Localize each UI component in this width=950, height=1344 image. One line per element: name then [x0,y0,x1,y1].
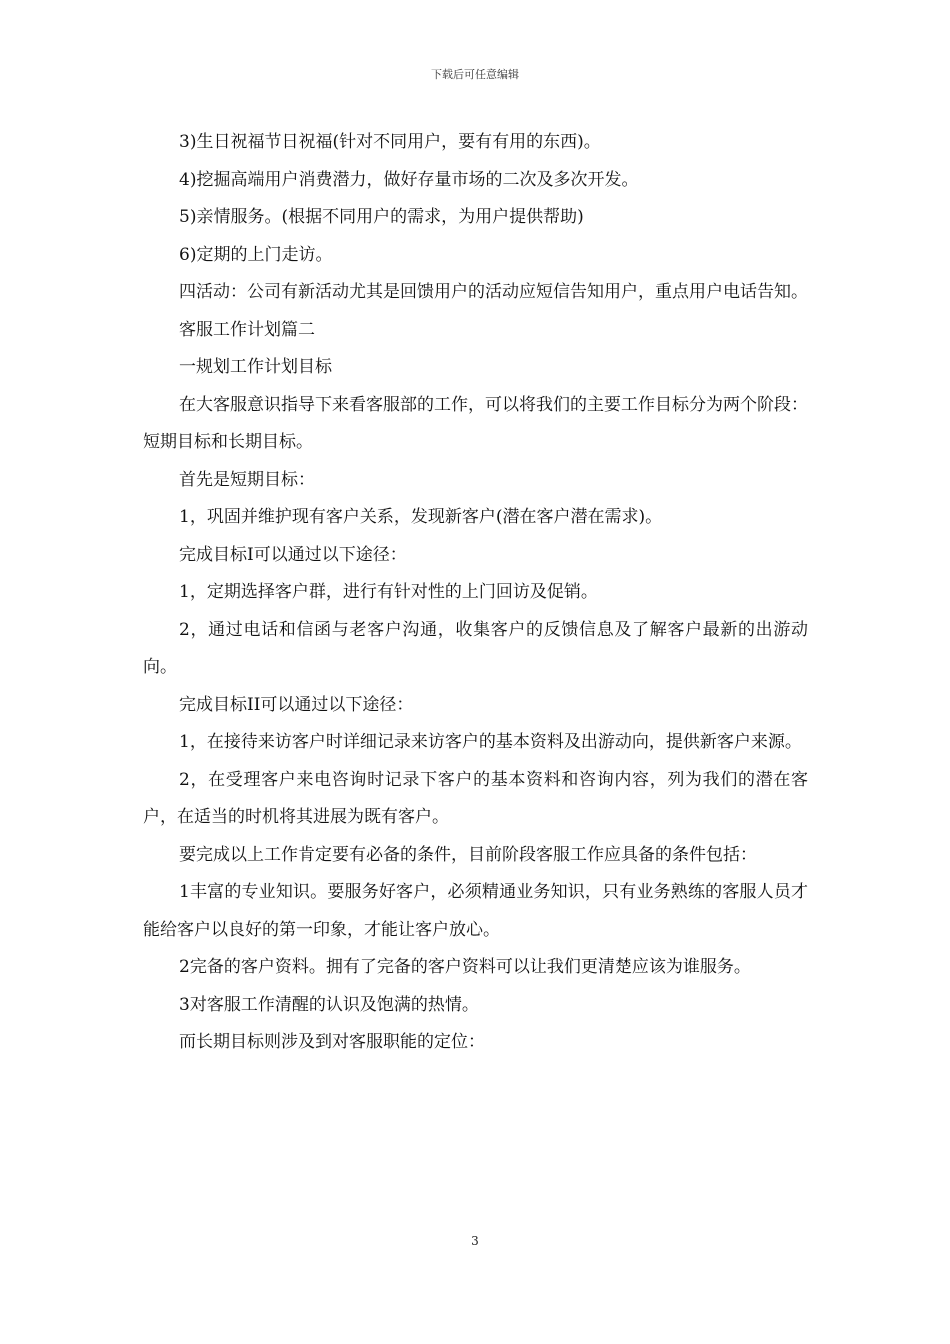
paragraph: 1，在接待来访客户时详细记录来访客户的基本资料及出游动向，提供新客户来源。 [179,732,802,752]
paragraph: 1丰富的专业知识。要服务好客户，必须精通业务知识，只有业务熟练的客服人员才能给客户以良好的第一印象，才能让客户放心。 [143,882,808,940]
section-title: 客服工作计划篇二 [179,319,315,340]
page-header: 下载后可任意编辑 [431,68,519,81]
paragraph: 四活动：公司有新活动尤其是回馈用户的活动应短信告知用户，重点用户电话告知。 [179,282,808,302]
paragraph: 完成目标II可以通过以下途径： [179,694,414,715]
paragraph: 4)挖掘高端用户消费潜力，做好存量市场的二次及多次开发。 [179,169,639,190]
paragraph: 6)定期的上门走访。 [179,244,333,265]
paragraph: 完成目标I可以通过以下途径： [179,544,407,565]
paragraph: 2完备的客户资料。拥有了完备的客户资料可以让我们更清楚应该为谁服务。 [179,957,751,977]
page-number: 3 [471,1234,479,1248]
paragraph: 1，巩固并维护现有客户关系，发现新客户(潜在客户潜在需求)。 [179,507,663,527]
paragraph: 1，定期选择客户群，进行有针对性的上门回访及促销。 [179,582,598,602]
paragraph: 而长期目标则涉及到对客服职能的定位： [179,1032,485,1052]
paragraph: 3对客服工作清醒的认识及饱满的热情。 [179,994,479,1015]
document-body [143,124,808,1062]
paragraph: 要完成以上工作肯定要有必备的条件，目前阶段客服工作应具备的条件包括： [179,844,757,865]
paragraph: 2，通过电话和信函与老客户沟通，收集客户的反馈信息及了解客户最新的出游动向。 [143,619,808,677]
paragraph: 5)亲情服务。(根据不同用户的需求，为用户提供帮助) [179,207,584,227]
paragraph: 3)生日祝福节日祝福(针对不同用户，要有有用的东西)。 [179,132,601,152]
section-subtitle: 一规划工作计划目标 [179,357,332,377]
paragraph: 首先是短期目标： [179,469,315,490]
paragraph: 在大客服意识指导下来看客服部的工作，可以将我们的主要工作目标分为两个阶段：短期目标和长期目标。 [143,394,808,452]
paragraph: 2，在受理客户来电咨询时记录下客户的基本资料和咨询内容，列为我们的潜在客户，在适当的时机将其进展为既有客户。 [143,769,808,827]
